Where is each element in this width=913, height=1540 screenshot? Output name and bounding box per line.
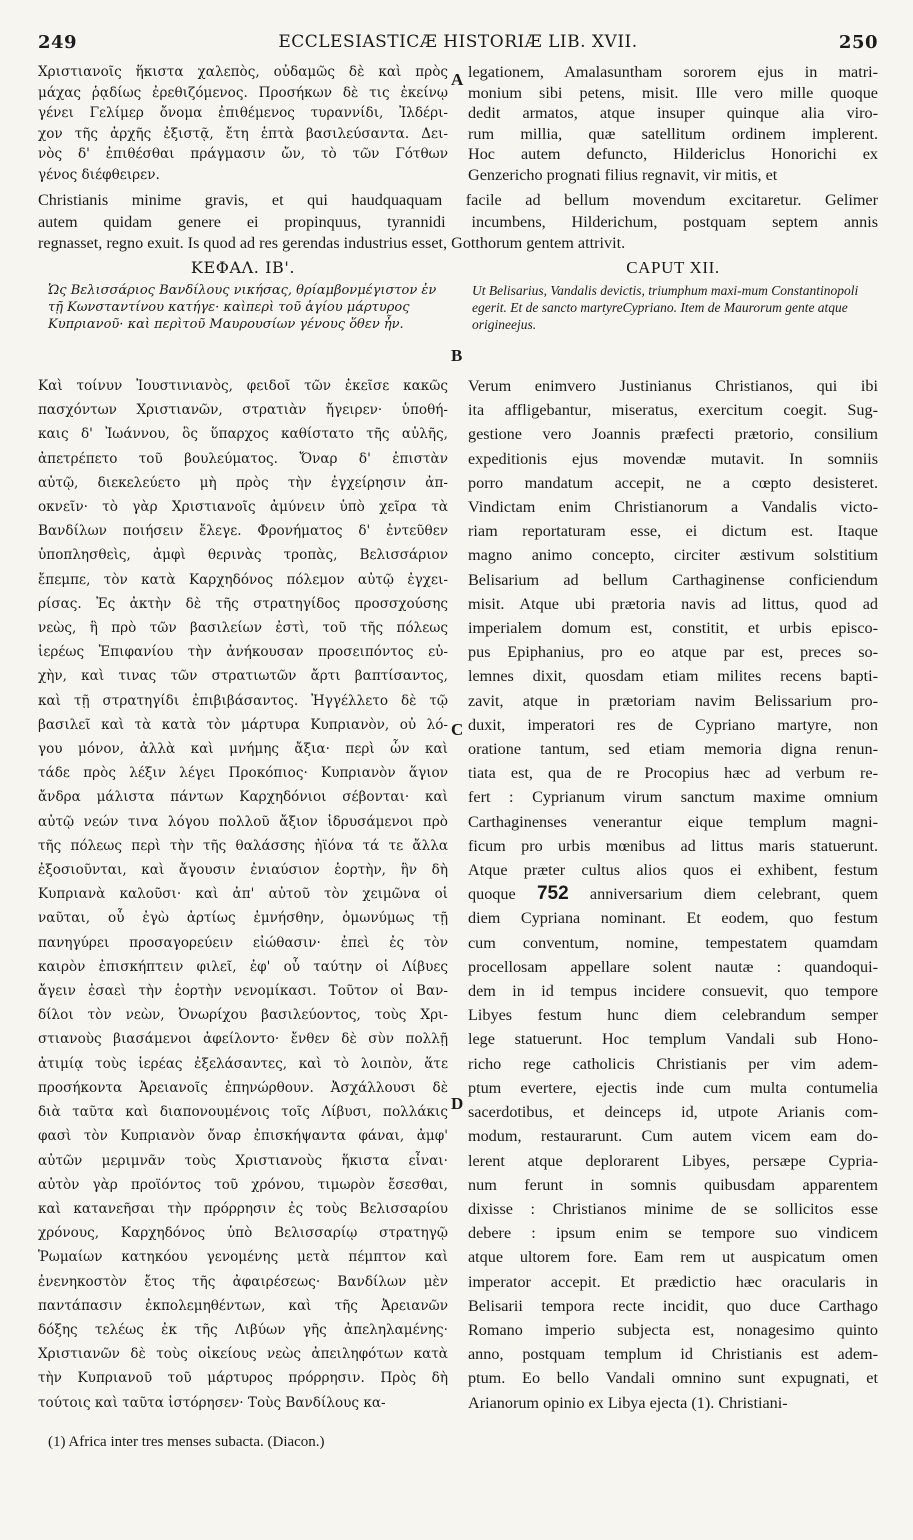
latin-line: tiata est, qua de re Procopius hæc ad verbum re- [468,764,878,783]
latin-line: quoque 752 anniversarium diem celebrant, quem [468,883,878,905]
latin-line: atque ultorem fore. Eam rem ut auspicatum omen [468,1248,878,1267]
chapter-summary-greek [48,282,448,333]
greek-line: τὴν Κυπριανοῦ τοῦ μάρτυρος πρόρρησιν. Πρὸς δὴ [38,1370,448,1387]
latin-line: porro mandatum accepit, ne a cœpto desisteret. [468,473,878,492]
latin-line: Genzericho prognati filius regnavit, vir mitis, et [468,165,778,184]
greek-line: παντάπασιν ἐκπολεμηθέντων, καὶ τῆς Ἀρειανῶν [38,1297,448,1314]
greek-line: προσήκοντα Ἀρειανοῖς ἐπηνώρθουν. Ἀσχάλλουσι δὲ [38,1079,448,1096]
greek-line: ναῦται, οὗ ἐγὼ ἀρτίως ἐμνήσθην, ὁμωνύμως τῇ [38,910,448,927]
summary-line: mum Constantinopoli egerit. Et de sancto martyre [472,283,859,315]
latin-line: procellosam appellare solent nautæ : quandoqui- [468,957,878,976]
greek-line: ὑποπλησθεὶς, ἀμφὶ θερινὰς τροπὰς, Βελισσάριον [38,547,448,564]
summary-line: ejus. [511,317,537,332]
greek-line: Βανδίλων ποιήσειν ἔλεγε. Φρονήματος δ' ἐντεῦθεν [38,523,448,540]
greek-line: ἐνενηκοστὸν ἔτος τῆς ἀφαιρέσεως· Βανδίλων μὲν [38,1273,448,1290]
greek-line: Χριστιανῶν δὲ τοὺς οἰκείους νεὼς ἀπειληφότων κατὰ [38,1346,448,1363]
latin-line: magno animo concepto, circiter æstivum solstitium [468,546,878,565]
running-header [38,32,878,56]
greek-line: βασιλεῖ καὶ τὰ κατὰ τὸν μάρτυρα Κυπριανὸν, οὐ λό- [38,716,448,733]
greek-line: γένος διέφθειρεν. [38,166,160,183]
greek-line: μάχας ῥᾳδίως ἐρεθιζόμενος. Προσήκων δὲ τις ἐκείνῳ [38,84,448,101]
greek-line: Χριστιανοῖς ἥκιστα χαλεπὸς, οὐδαμῶς δὲ καὶ πρὸς [38,64,448,80]
greek-line: δίλοι τὸν νεὼν, Ὀνωρίχου βασιλεύοντος, τοὺς Χρι- [38,1007,448,1024]
latin-line: oratione tantum, sed etiam memoria digna renun- [468,740,878,759]
latin-line: legationem, Amalasuntham sororem ejus in matri- [468,63,878,81]
latin-line: Atque præter cultus alios quos ei exhibent, festum [468,861,878,880]
greek-main-column [38,374,448,1415]
latin-line: ita affligebantur, miseratus, exercitum coegit. Sug- [468,401,878,420]
latin-line: dem in id tempus incidere consuevit, quo tempore [468,982,878,1001]
greek-line: δόξης τελέως ἐκ τῆς Λιβύων γῆς ἀπεληλαμένης· [38,1321,448,1338]
greek-line: καιρὸν ἐπισκήπτειν φιλεῖ, ἐφ' οὗ ταύτην οἱ Λίβυες [38,958,448,975]
latin-line: lerent atque deplorarent Libyes, persæpe Cypria- [468,1151,878,1170]
greek-line: αὐτῶν μεριμνᾶν τοὺς Χριστιανοὺς ἥκιστα εἶναι· [38,1152,448,1169]
greek-line: ἱερέως Ἐπιφανίου τὴν ἀνήκουσαν προσειπόντος εὐ- [38,644,448,661]
footnote: (1) Africa inter tres menses subacta. (Diacon.) [48,1434,325,1450]
summary-line: περὶ τοῦ ἁγίου μάρτυρος Κυπριανοῦ· καὶ περὶ [48,300,410,332]
latin-line: Libyes festum hunc diem celebrandum semper [468,1006,878,1025]
greek-line: αὐτὸν γὰρ προϊόντος τοῦ χρόνου, τιμωρὸν ἔσεσθαι, [38,1176,448,1193]
full-width-paragraph [38,190,878,255]
greek-line: τῆς πόλεως περὶ τὴν τῆς θαλάσσης ἠϊόνα τά τε ἄλλα [38,837,448,854]
latin-line: diem Cypriana nominant. Et eodem, quo festum [468,909,878,928]
chapter-heading-latin: CAPUT XII. [626,258,720,277]
latin-line: Arianorum opinio ex Libya ejecta (1). Christiani- [468,1393,788,1412]
greek-line: χὴν, καὶ τινας τῶν στρατιωτῶν ἄρτι βαπτίσαντος, [38,668,448,685]
latin-line: misit. Atque ubi prætoria navis ad littus, quod ad [468,594,878,613]
page-number-right: 250 [838,32,878,53]
latin-line: Belisarium ad bellum Carthaginense conficiendum [468,570,878,589]
latin-line: Carthaginenses venerantur eique templum magni- [468,812,878,831]
greek-top-paragraph [38,62,448,186]
greek-line: ἄνδρα μάλιστα πάντων Καρχηδόνιοι σέβονται· καὶ [38,789,448,806]
latin-main-column [468,374,878,1415]
summary-line: τοῦ Μαυρουσίων γένους ὅθεν ἦν. [182,317,404,332]
latin-line: regnasset, regno exuit. Is quod ad res gerendas industrius esset, Gotthorum gentem attrivit. [38,234,626,252]
latin-line: richo rege catholicis Christianis per vim adem- [468,1054,878,1073]
chapter-heading-greek: ΚΕΦΑΛ. ΙΒ'. [190,258,296,277]
greek-line: ἀτιμίᾳ τοὺς ἱερέας ἐξελάσαντες, καὶ τὸ λοιπὸν, ἅτε [38,1055,448,1072]
greek-line: ἄγειν ἐσαεὶ τὴν ἑορτὴν νενομίκασι. Τοῦτον οἱ Βαν- [38,983,448,1000]
latin-line: Christianis minime gravis, et qui haudquaquam facile ad bellum movendum excitaretur. Gelimer [38,191,878,209]
greek-line: τάδε πρὸς λέξιν λέγει Προκόπιος· Κυπριανὸν ἅγιον [38,765,448,782]
greek-line: νεὼς, ἣ πρὸ τῶν βασιλείων ἐστὶ, τοῦ τῆς πόλεως [38,620,448,637]
latin-line: cum conventum, nomine, tempestatem quamdam [468,933,878,952]
greek-line: Κυπριανὰ καλοῦσι· καὶ ἀπ' αὐτοῦ τὸν χειμῶνα οἱ [38,886,448,903]
greek-line: χον τῆς ἀρχῆς ἐξιστᾷ, ἔτη ἑπτὰ βασιλεύσαντα. Δει- [38,125,448,142]
latin-top-paragraph [468,62,878,186]
margin-marker-d: D [451,1094,464,1113]
greek-line: στιανοὺς βιασάμενοι ἀφείλοντο· ἔνθεν δὲ σὺν πολλῇ [38,1031,448,1048]
summary-line: Ὡς Βελισσάριος Βανδίλους νικήσας, θρίαμβον [48,283,358,298]
latin-line: modum, restaurarunt. Cum autem vicem eam do- [468,1127,878,1146]
latin-line: dedit armatos, atque insuper quinque alia viro- [468,104,878,123]
latin-line: monium sibi petens, misit. Ille vero mille quoque [468,83,878,102]
greek-line: τούτοις καὶ ταῦτα ἱστόρησεν· Τοὺς Βανδίλους κα- [38,1394,386,1411]
greek-line: φασὶ τὸν Κυπριανὸν ὄναρ ἐπισκήψαντα φάναι, ἀμφ' [38,1128,448,1145]
margin-marker-b: B [451,346,463,365]
greek-line: γου μόνον, ἀλλὰ καὶ μνήμης ἄξια· περὶ ὧν καὶ [38,741,448,758]
summary-line: Ut Belisarius, Vandalis devictis, triumphum maxi- [472,283,742,298]
greek-line: καις δ' Ἰωάννου, ὃς ὕπαρχος καθίστατο τῆς αὐλῆς, [38,426,448,443]
greek-line: αὐτῷ, διεκελεύετο μὴ πρὸς τὴν ἐγχείρησιν ἀπ- [38,474,448,491]
greek-line: ἀπετρέπετο τοῦ βουλεύματος. Ὄναρ δ' ἐπιστὰν [38,450,448,467]
latin-line: rum millia, quæ satellitum ordinem implerent. [468,124,878,143]
page-number-left: 249 [38,32,78,53]
latin-line: ptum. Eo bello Vandali omnino sunt expugnati, et [468,1369,878,1388]
latin-line: lemnes dixit, quosdam etiam milites recens bapti- [468,667,878,686]
inline-page-number: 752 [536,883,569,905]
latin-line: anno, postquam templum id Christianis est adem- [468,1345,878,1364]
latin-line: imperator accepit. Et prædictio hæc oracularis in [468,1272,878,1291]
latin-line: pus Epiphanius, pro eo atque par est, preces so- [468,643,878,662]
latin-line: expeditionis ejus movendæ mutavit. In somniis [468,449,878,468]
greek-line: καὶ κατανεῆσαι τὴν πρόρρησιν ἐς τοὺς Βελισσαρίου [38,1200,448,1217]
greek-line: οκνεῖν· τὸ γὰρ Χριστιανοῖς ἀμύνειν ὑπὸ χεῖρα τὰ [38,499,448,516]
latin-line: num ferunt in somnis quibusdam apparentem [468,1175,878,1194]
greek-line: καὶ τῇ στρατηγίδι ἐπιβιβάσαντος. Ἠγγέλλετο δὲ τῷ [38,692,448,709]
summary-line: Cypriano. Item de Maurorum gente atque origine [472,300,848,332]
greek-line: διὰ ταῦτα καὶ διαπονουμένοις τοῖς Λίβυσι, πολλάκις [38,1104,448,1121]
margin-marker-a: A [451,70,464,89]
greek-line: αὐτῷ νεών τινα λόγου πολλοῦ ἄξιον ἱδρυσάμενοι πρὸ [38,813,448,830]
latin-line: Verum enimvero Justinianus Christianos, qui ibi [468,377,878,395]
chapter-summary-latin [472,282,878,333]
latin-line: ptum evertere, ejectis inde cum multa contumelia [468,1078,878,1097]
greek-line: χρόνους, Καρχηδόνος ὑπὸ Βελισσαρίῳ στρατηγῷ [38,1225,448,1242]
latin-line: imperialem domum est, constitit, et urbis episco- [468,619,878,638]
greek-line: γένει Γελίμερ ὄνομα ἐπιθέμενος τυραννίδι, Ἰλδέρι- [38,105,448,122]
latin-line: autem quidam genere ei propinquus, tyrannidi incumbens, Hilderichum, postquam septem annis [38,212,878,231]
margin-marker-c: C [451,720,464,739]
latin-line: lege statuerunt. Hoc templum Vandali sub Hono- [468,1030,878,1049]
greek-line: Καὶ τοίνυν Ἰουστινιανὸς, φειδοῖ τῶν ἐκεῖσε κακῶς [38,378,448,394]
latin-line: Romano imperio subjecta est, nonagesimo quinto [468,1320,878,1339]
latin-line: dixisse : Christianos minime de se sollicitos esse [468,1199,878,1218]
latin-line: duxit, imperatori res de Cypriano martyre, non [468,715,878,734]
greek-line: Ῥωμαίων κατηκόου γενομένης μετὰ πέμπτον καὶ [38,1249,448,1266]
latin-line: ficum pro urbis mœnibus ad littus maris statuerunt. [468,836,878,855]
latin-line: gestione vero Joannis præfecti prætorio, consilium [468,425,878,444]
latin-line: Belisarii tempora recte incidit, quo duce Carthago [468,1296,878,1315]
running-title: ECCLESIASTICÆ HISTORIÆ LIB. XVII. [278,32,638,52]
greek-line: πασχόντων Χριστιανῶν, στρατιὰν ἤγειρεν· ὑποθή- [38,402,448,419]
greek-line: ἔπεμπε, τὸν κατὰ Καρχηδόνος πόλεμον αὐτῷ ἐγχει- [38,571,448,588]
latin-line: Vindictam enim Christianorum a Vandalis victo- [468,498,878,517]
greek-line: ἐξοσιοῦνται, καὶ ἄγουσιν ἐνιαύσιον ἑορτὴν, ἣν δὴ [38,862,448,879]
latin-line: zavit, atque in prætoriam navim Belissarium pro- [468,691,878,710]
greek-line: πανηγύρει προσαγορεύειν εἰώθασιν· ἐπεὶ ἐς τὸν [38,934,448,951]
summary-line: μέγιστον ἐν τῇ Κωνσταντίνου κατήγε· καὶ [48,283,437,315]
latin-line: riam reportaturam esse, ei dictum est. Itaque [468,522,878,541]
greek-line: ρίσας. Ἐς ἀκτὴν δὲ τῆς στρατηγίδος προσσχούσης [38,595,448,612]
greek-line: νὸς δ' ἐπιθέσθαι πράγμασιν ὤν, τὸ τῶν Γότθων [38,146,448,163]
latin-line: debere : ipsum enim se tempore suo vindicem [468,1224,878,1243]
latin-line: sacerdotibus, et deinceps id, utpote Arianis com- [468,1103,878,1122]
latin-line: fert : Cyprianum virum sanctum maxime omnium [468,788,878,807]
latin-line: Hoc autem defuncto, Hildericlus Honorichi ex [468,145,878,164]
